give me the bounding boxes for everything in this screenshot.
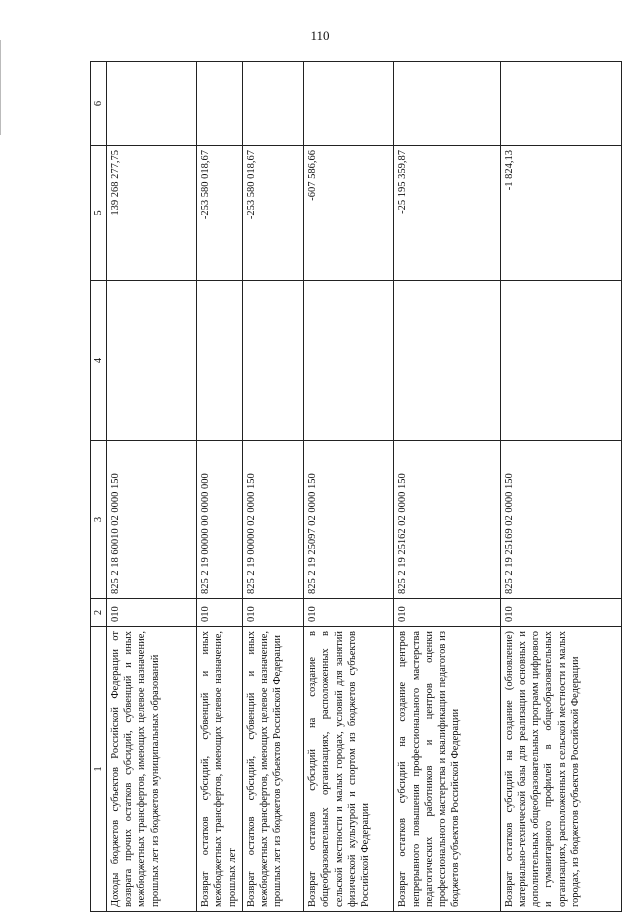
cell-col4 [394, 281, 501, 441]
table-row [242, 62, 303, 912]
cell-col6 [107, 62, 197, 146]
cell-budget-code: 825 2 19 00000 00 0000 000 [197, 441, 242, 599]
cell-budget-code: 825 2 19 25097 02 0000 150 [304, 441, 394, 599]
cell-budget-code: 825 2 18 60010 02 0000 150 [107, 441, 197, 599]
table-row [501, 62, 622, 912]
cell-line-code: 010 [304, 599, 394, 627]
table-row [197, 62, 242, 912]
cell-col6 [501, 62, 622, 146]
header-col-4: 4 [91, 281, 107, 441]
header-col-2: 2 [91, 599, 107, 627]
cell-amount: -1 824,13 [501, 146, 622, 281]
cell-line-code: 010 [107, 599, 197, 627]
header-col-5: 5 [91, 146, 107, 281]
table-row [304, 62, 394, 912]
cell-line-code: 010 [501, 599, 622, 627]
cell-description: Возврат остатков субсидий, субвенций и иных межбюджетных трансфертов, имеющих целевое назначение, прошлых лет [197, 627, 242, 912]
cell-amount: -253 580 018,67 [242, 146, 303, 281]
cell-amount: -25 195 359,87 [394, 146, 501, 281]
cell-budget-code: 825 2 19 25162 02 0000 150 [394, 441, 501, 599]
cell-col4 [242, 281, 303, 441]
margin-mark [0, 40, 1, 135]
table-row [394, 62, 501, 912]
page-number: 110 [310, 28, 330, 43]
cell-line-code: 010 [197, 599, 242, 627]
header-col-1: 1 [91, 627, 107, 912]
cell-description: Доходы бюджетов субъектов Российской Федерации от возврата прочих остатков субсидий, субвенций и иных межбюджетных трансфертов, имеющих целевое назначение, прошлых лет из бюджетов муниципальных образований [107, 627, 197, 912]
budget-table [90, 61, 622, 912]
table-header-row [91, 62, 107, 912]
rotated-table-container [90, 62, 622, 912]
cell-col6 [197, 62, 242, 146]
cell-description: Возврат остатков субсидий, субвенций и иных межбюджетных трансфертов, имеющих целевое назначение, прошлых лет из бюджетов субъектов Российской Федерации [242, 627, 303, 912]
cell-budget-code: 825 2 19 25169 02 0000 150 [501, 441, 622, 599]
cell-amount: -607 586,66 [304, 146, 394, 281]
cell-description: Возврат остатков субсидий на создание (обновление) материально-технической базы для реализации основных и дополнительных общеобразовательных программ цифрового и гуманитарного профилей в общеобразовательных организациях, расположенных в сельской местности и малых городах, из бюджетов субъектов Российской Федерации [501, 627, 622, 912]
cell-description: Возврат остатков субсидий на создание в общеобразовательных организациях, расположенных в сельской местности и малых городах, условий для занятий физической культурой и спортом из бюджетов субъектов Российской Федерации [304, 627, 394, 912]
cell-description: Возврат остатков субсидий на создание центров непрерывного повышения профессионального мастерства педагогических работников и центров оценки профессионального мастерства и квалификации педагогов из бюджетов субъектов Российской Федерации [394, 627, 501, 912]
table-row [107, 62, 197, 912]
cell-col4 [501, 281, 622, 441]
cell-col6 [304, 62, 394, 146]
cell-col4 [304, 281, 394, 441]
cell-budget-code: 825 2 19 00000 02 0000 150 [242, 441, 303, 599]
cell-col6 [394, 62, 501, 146]
cell-amount: -253 580 018,67 [197, 146, 242, 281]
cell-line-code: 010 [242, 599, 303, 627]
cell-col4 [107, 281, 197, 441]
cell-col6 [242, 62, 303, 146]
header-col-3: 3 [91, 441, 107, 599]
cell-line-code: 010 [394, 599, 501, 627]
header-col-6: 6 [91, 62, 107, 146]
cell-amount: 139 268 277,75 [107, 146, 197, 281]
cell-col4 [197, 281, 242, 441]
